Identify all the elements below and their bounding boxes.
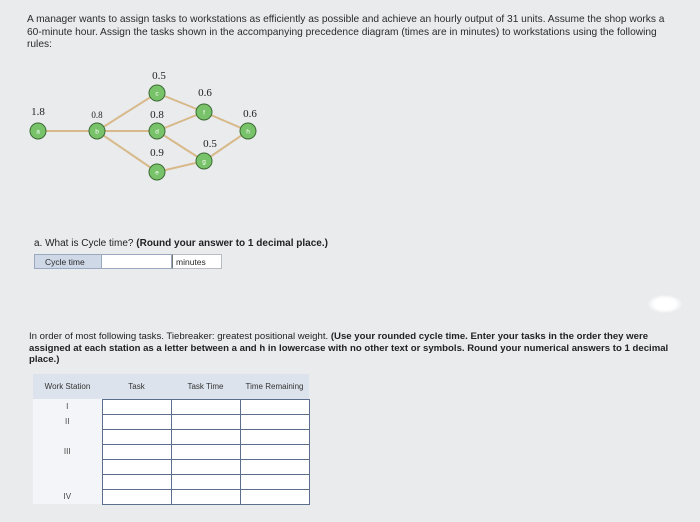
table-row: [33, 459, 309, 474]
time-remaining-input[interactable]: [240, 474, 309, 489]
node-f-time: 0.6: [198, 87, 212, 99]
question-a-prefix: a. What is Cycle time?: [34, 238, 134, 249]
question-b-text: In order of most following tasks. Tiebreaker: greatest positional weight.: [29, 331, 329, 342]
question-b-instruction: (Use your rounded cycle time. Enter your tasks in the order they were assigned at each station as a letter between a and h in lowercase with no other text or symbols. Round your numerical answers to 1 decimal place.): [29, 331, 669, 365]
cycle-time-label: Cycle time: [34, 254, 102, 269]
node-h-label: h: [246, 128, 250, 136]
diagram-edges: [38, 90, 248, 172]
task-input[interactable]: [102, 459, 171, 474]
node-h-time: 0.6: [243, 108, 257, 120]
station-label: I: [33, 399, 102, 414]
table-row: [33, 429, 309, 444]
node-e-time: 0.9: [150, 147, 164, 159]
node-a-label: a: [36, 128, 40, 136]
task-input[interactable]: [102, 474, 171, 489]
time-remaining-input[interactable]: [240, 459, 309, 474]
node-b-time: 0.8: [91, 110, 103, 120]
node-c-label: c: [155, 90, 159, 98]
header-task: Task: [102, 374, 171, 399]
question-a: [34, 238, 328, 249]
task-input[interactable]: [102, 444, 171, 459]
task-input[interactable]: [102, 489, 171, 504]
question-b: [29, 331, 679, 366]
task-time-input[interactable]: [171, 429, 240, 444]
time-remaining-input[interactable]: [240, 414, 309, 429]
node-d-label: d: [155, 128, 159, 136]
table-row: [33, 474, 309, 489]
time-remaining-input[interactable]: [240, 399, 309, 414]
task-time-input[interactable]: [171, 444, 240, 459]
task-input[interactable]: [102, 399, 171, 414]
table-row: [33, 444, 309, 459]
table-row: [33, 399, 309, 414]
time-remaining-input[interactable]: [240, 489, 309, 504]
task-input[interactable]: [102, 429, 171, 444]
station-label: IV: [33, 489, 102, 504]
cycle-time-input[interactable]: [102, 254, 172, 269]
node-a-time: 1.8: [31, 106, 45, 118]
task-time-input[interactable]: [171, 414, 240, 429]
cycle-time-row: [34, 254, 222, 269]
node-d-time: 0.8: [150, 109, 164, 121]
station-label: [33, 474, 102, 489]
task-time-input[interactable]: [171, 489, 240, 504]
header-work-station: Work Station: [33, 374, 102, 399]
edge-b-c: [97, 90, 159, 131]
node-g-time: 0.5: [203, 138, 217, 150]
station-label: III: [33, 444, 102, 459]
node-g-label: g: [202, 158, 206, 166]
task-time-input[interactable]: [171, 399, 240, 414]
station-label: [33, 459, 102, 474]
header-time-remaining: Time Remaining: [240, 374, 309, 399]
table-row: [33, 489, 309, 504]
node-c-time: 0.5: [152, 70, 166, 82]
table-row: [33, 414, 309, 429]
problem-intro: A manager wants to assign tasks to workstations as efficiently as possible and achieve an hourly output of 31 units. Assume the shop works a 60-minute hour. Assign the tasks shown in the accompanying precedence diagram (times are in minutes) to workstations using the following rules:: [27, 14, 665, 50]
question-a-instruction: (Round your answer to 1 decimal place.): [136, 238, 328, 249]
node-e-label: e: [155, 169, 159, 177]
node-f-label: f: [203, 109, 205, 117]
time-remaining-input[interactable]: [240, 429, 309, 444]
workstation-table: [33, 374, 310, 505]
glare-spot: [648, 295, 682, 313]
edge-b-e: [95, 128, 159, 172]
cycle-time-unit: minutes: [172, 254, 222, 269]
task-time-input[interactable]: [171, 474, 240, 489]
station-label: [33, 429, 102, 444]
station-label: II: [33, 414, 102, 429]
task-time-input[interactable]: [171, 459, 240, 474]
task-input[interactable]: [102, 414, 171, 429]
node-b-label: b: [95, 128, 99, 136]
header-task-time: Task Time: [171, 374, 240, 399]
time-remaining-input[interactable]: [240, 444, 309, 459]
